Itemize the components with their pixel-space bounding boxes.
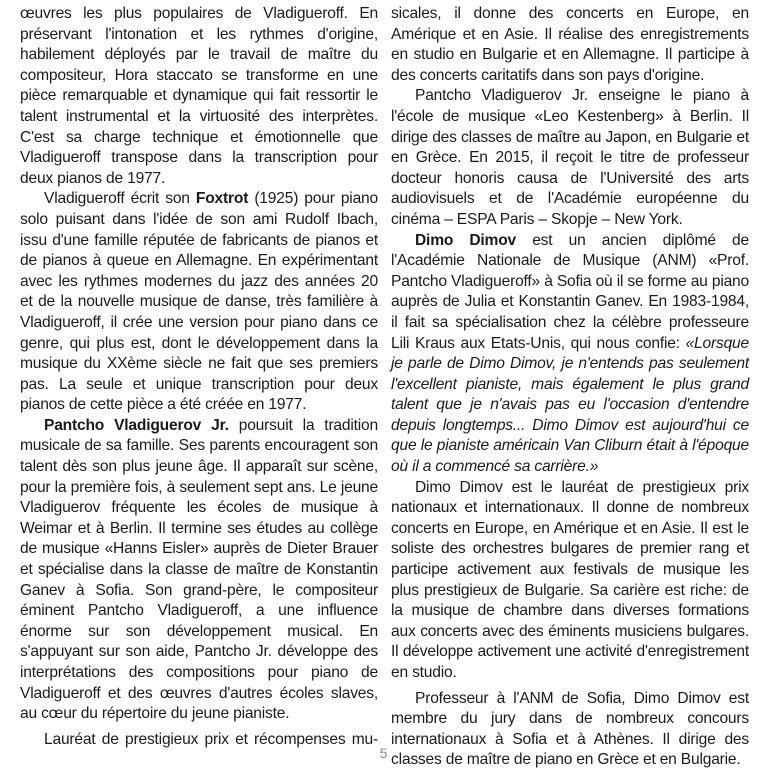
paragraph-hora-staccato: œuvres les plus populaires de Vladigueroff. En préservant l'intonation et les rythmes d'origine, habilement déployés par le travail de maître du compositeur, Hora staccato se transforme en une pièce remarquable et dynamique qui fait ressortir le talent instrumental et la virtuosité des interprètes. C'est sa charge technique et émotionnelle que Vladigueroff transpose dans la transcription pour deux pianos de 1977. (20, 5, 378, 187)
paragraph-pantcho-awards: Lauréat de prestigieux prix et récompenses mu- (44, 730, 378, 748)
foxtrot-title: Foxtrot (195, 190, 249, 208)
paragraph-pantcho-teaching: Pantcho Vladiguerov Jr. enseigne le piano à l'école de musique «Leo Kestenberg» à Berlin. Il dirige des classes de maître au Japon, en Bulgarie et en Grèce. En 2015, il reçoit le titre de professeur docteur honoris causa de l'Université des arts audiovisuels et de l'Académie européenne du cinéma – ESPA Paris – Skopje – New York. (391, 87, 749, 228)
dimo-name: Dimo Dimov (415, 231, 517, 249)
page-number: 5 (379, 745, 388, 761)
paragraph-pantcho-concerts: sicales, il donne des concerts en Europe, en Amérique et en Asie. Il réalise des enregistrements en studio en Bulgarie et en Allemagne. Il participe à des concerts caritatifs dans son pays d'origine. (391, 5, 749, 84)
paragraph-dimo-awards: Dimo Dimov est le lauréat de prestigieux prix nationaux et internationaux. Il donne de nombreux concerts en Europe, en Amérique et en Asie. Il est le soliste des orchestres bulgares de premier rang et participe activement aux festivals de musique les plus prestigieux de Bulgarie. Sa carière est riche: de la musique de chambre dans diverses formations aux concerts avec des éminents musiciens bulgares. Il développe activement une activité d'enregistrement en studio. (391, 478, 749, 681)
paragraph-dimo-professor: Professeur à l'ANM de Sofia, Dimo Dimov est membre du jury dans de nombreux concours internationaux à Sofia et à Athènes. Il dirige des classes de maître de piano en Grèce et en Bulgarie. (391, 689, 749, 769)
paragraph-dimo-bio: Dimo Dimov est un ancien diplômé de l'Académie Nationale de Musique (ANM) «Prof. Pantcho Vladigueroff» à Sofia où il se forme au piano auprès de Julia et Konstantin Ganev. En 1983-1984, il fait sa spécialisation chez la célèbre professeure Lili Kraus aux Etats-Unis, qui nous confie: «Lorsque je parle de Dimo Dimov, je n'entends pas seulement l'excellent pianiste, mais également le plus grand talent que je n'avais pas eu l'occasion d'entendre depuis longtemps... Dimo Dimov est aujourd'hui ce que le pianiste américain Van Cliburn était à l'époque où il a commencé sa carrière.» (391, 231, 749, 476)
right-column (391, 4, 749, 771)
paragraph-pantcho-bio: Pantcho Vladiguerov Jr. poursuit la tradition musicale de sa famille. Ses parents encouragent son talent dès son plus jeune âge. Il apparaît sur scène, pour la première fois, à seulement sept ans. Le jeune Vladiguerov fréquente les écoles de musique à Weimar et à Berlin. Il termine ses études au collège de musique «Hanns Eisler» auprès de Dieter Brauer et spécialise dans la classe de maître de Konstantin Ganev à Sofia. Son grand-père, le compositeur éminent Pantcho Vladigueroff, a une influence énorme sur son développement musical. En s'appuyant sur son aide, Pantcho Jr. développe des interprétations des compositions pour piano de Vladigueroff et des œuvres d'autres écoles slaves, au cœur du répertoire du jeune pianiste. (20, 416, 378, 723)
pantcho-name: Pantcho Vladiguerov Jr. (44, 416, 229, 434)
left-column (20, 4, 378, 750)
paragraph-foxtrot: Vladigueroff écrit son Foxtrot (1925) pour piano solo puisant dans l'idée de son ami Rudolf Ibach, issu d'une famille réputée de fabricants de pianos et de pianos à queue en Allemagne. En expérimentant avec les rythmes modernes du jazz des années 20 et de la nouvelle musique de danse, très familière à Vladigueroff, il crée une version pour piano dans ce genre, qui plus est, dont le développement dans la musique du XXème siècle ne fait que ses premiers pas. La seule et unique transcription pour deux pianos de cette pièce a été créée en 1977. (20, 190, 378, 414)
lili-kraus-quote: «Lorsque je parle de Dimo Dimov, je n'entends pas seulement l'excellent pianiste, mais également le plus grand talent que je n'avais pas eu l'occasion d'entendre depuis longtemps... Dimo Dimov est aujourd'hui ce que le pianiste américain Van Cliburn était à l'époque où il a commencé sa carrière.» (391, 334, 749, 476)
